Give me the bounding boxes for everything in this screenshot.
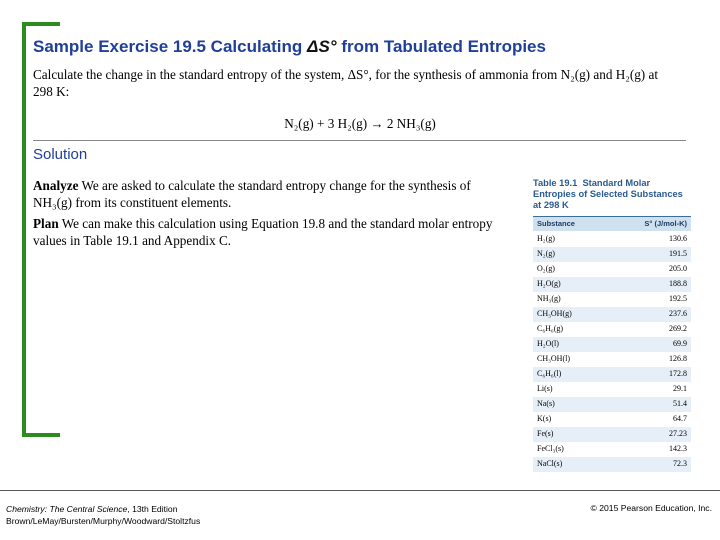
substance-cell: O₂(g) bbox=[537, 264, 555, 273]
reaction-equation: N₂(g) + 3 H₂(g) → 2 NH₃(g) bbox=[284, 116, 436, 131]
footer-book: Chemistry: The Central Science bbox=[6, 504, 128, 514]
entropy-value-cell: 27.23 bbox=[669, 429, 687, 438]
divider bbox=[33, 140, 686, 141]
title-suffix: from Tabulated Entropies bbox=[336, 37, 546, 56]
footer-copyright: © 2015 Pearson Education, Inc. bbox=[590, 503, 712, 513]
substance-cell: K(s) bbox=[537, 414, 552, 423]
entropy-value-cell: 29.1 bbox=[673, 384, 687, 393]
table-row bbox=[533, 412, 691, 427]
footer-authors: Brown/LeMay/Bursten/Murphy/Woodward/Stoltzfus bbox=[6, 516, 201, 526]
table-row bbox=[533, 382, 691, 397]
analyze-label: Analyze bbox=[33, 178, 79, 193]
entropy-value-cell: 172.8 bbox=[669, 369, 687, 378]
slide-bracket-top bbox=[22, 22, 60, 26]
entropy-value-cell: 64.7 bbox=[673, 414, 687, 423]
table-row bbox=[533, 352, 691, 367]
table-row bbox=[533, 307, 691, 322]
table-row bbox=[533, 322, 691, 337]
table-row bbox=[533, 277, 691, 292]
substance-cell: Na(s) bbox=[537, 399, 555, 408]
substance-cell: C₆H₆(l) bbox=[537, 369, 562, 378]
entropy-value-cell: 72.3 bbox=[673, 459, 687, 468]
table-row bbox=[533, 262, 691, 277]
substance-cell: H₂O(l) bbox=[537, 339, 559, 348]
table-number: Table 19.1 bbox=[533, 178, 578, 188]
plan-label: Plan bbox=[33, 216, 59, 231]
plan-paragraph bbox=[33, 215, 503, 249]
footer-citation bbox=[6, 503, 200, 527]
entropy-value-cell: 237.6 bbox=[669, 309, 687, 318]
table-row bbox=[533, 247, 691, 262]
table-row bbox=[533, 292, 691, 307]
entropy-value-cell: 142.3 bbox=[669, 444, 687, 453]
column-substance: Substance bbox=[537, 219, 575, 228]
column-entropy: S° (J/mol-K) bbox=[644, 219, 687, 228]
entropy-value-cell: 269.2 bbox=[669, 324, 687, 333]
table-row bbox=[533, 457, 691, 472]
entropy-value-cell: 126.8 bbox=[669, 354, 687, 363]
substance-cell: Li(s) bbox=[537, 384, 553, 393]
substance-cell: H₂(g) bbox=[537, 234, 555, 243]
entropy-value-cell: 51.4 bbox=[673, 399, 687, 408]
table-row bbox=[533, 367, 691, 382]
table-row bbox=[533, 232, 691, 247]
analyze-text: We are asked to calculate the standard entropy change for the synthesis of NH₃(g) from its constituent elements. bbox=[33, 178, 471, 210]
table-row bbox=[533, 337, 691, 352]
table-row bbox=[533, 442, 691, 457]
entropy-value-cell: 130.6 bbox=[669, 234, 687, 243]
table-column-header bbox=[533, 216, 691, 231]
entropy-value-cell: 192.5 bbox=[669, 294, 687, 303]
table-caption bbox=[533, 178, 693, 211]
table-row bbox=[533, 397, 691, 412]
plan-text: We can make this calculation using Equation 19.8 and the standard molar entropy values in Table 19.1 and Appendix C. bbox=[33, 216, 493, 248]
substance-cell: C₆H₆(g) bbox=[537, 324, 564, 333]
substance-cell: CH₃OH(l) bbox=[537, 354, 571, 363]
solution-heading: Solution bbox=[33, 146, 88, 163]
title-prefix: Sample Exercise 19.5 Calculating bbox=[33, 37, 308, 56]
substance-cell: NaCl(s) bbox=[537, 459, 563, 468]
slide-bracket-vertical bbox=[22, 22, 26, 437]
substance-cell: Fe(s) bbox=[537, 429, 554, 438]
entropy-value-cell: 69.9 bbox=[673, 339, 687, 348]
slide-bracket-bottom bbox=[22, 433, 60, 437]
title-symbol: ΔS° bbox=[307, 37, 337, 56]
substance-cell: CH₃OH(g) bbox=[537, 309, 572, 318]
substance-cell: H₂O(g) bbox=[537, 279, 561, 288]
slide-title bbox=[33, 37, 546, 57]
entropy-table bbox=[533, 176, 693, 470]
intro-text: Calculate the change in the standard entropy of the system, ΔS°, for the synthesis of ammonia from N₂(g) and H₂(g) at 298 K: bbox=[33, 67, 659, 99]
entropy-value-cell: 188.8 bbox=[669, 279, 687, 288]
entropy-value-cell: 205.0 bbox=[669, 264, 687, 273]
substance-cell: FeCl₃(s) bbox=[537, 444, 564, 453]
table-title: Standard Molar Entropies of Selected Substances at 298 K bbox=[533, 178, 683, 210]
table-row bbox=[533, 427, 691, 442]
footer-edition: , 13th Edition bbox=[127, 504, 178, 514]
entropy-value-cell: 191.5 bbox=[669, 249, 687, 258]
substance-cell: NH₃(g) bbox=[537, 294, 561, 303]
analyze-paragraph bbox=[33, 177, 503, 211]
footer-divider bbox=[0, 490, 720, 491]
substance-cell: N₂(g) bbox=[537, 249, 555, 258]
